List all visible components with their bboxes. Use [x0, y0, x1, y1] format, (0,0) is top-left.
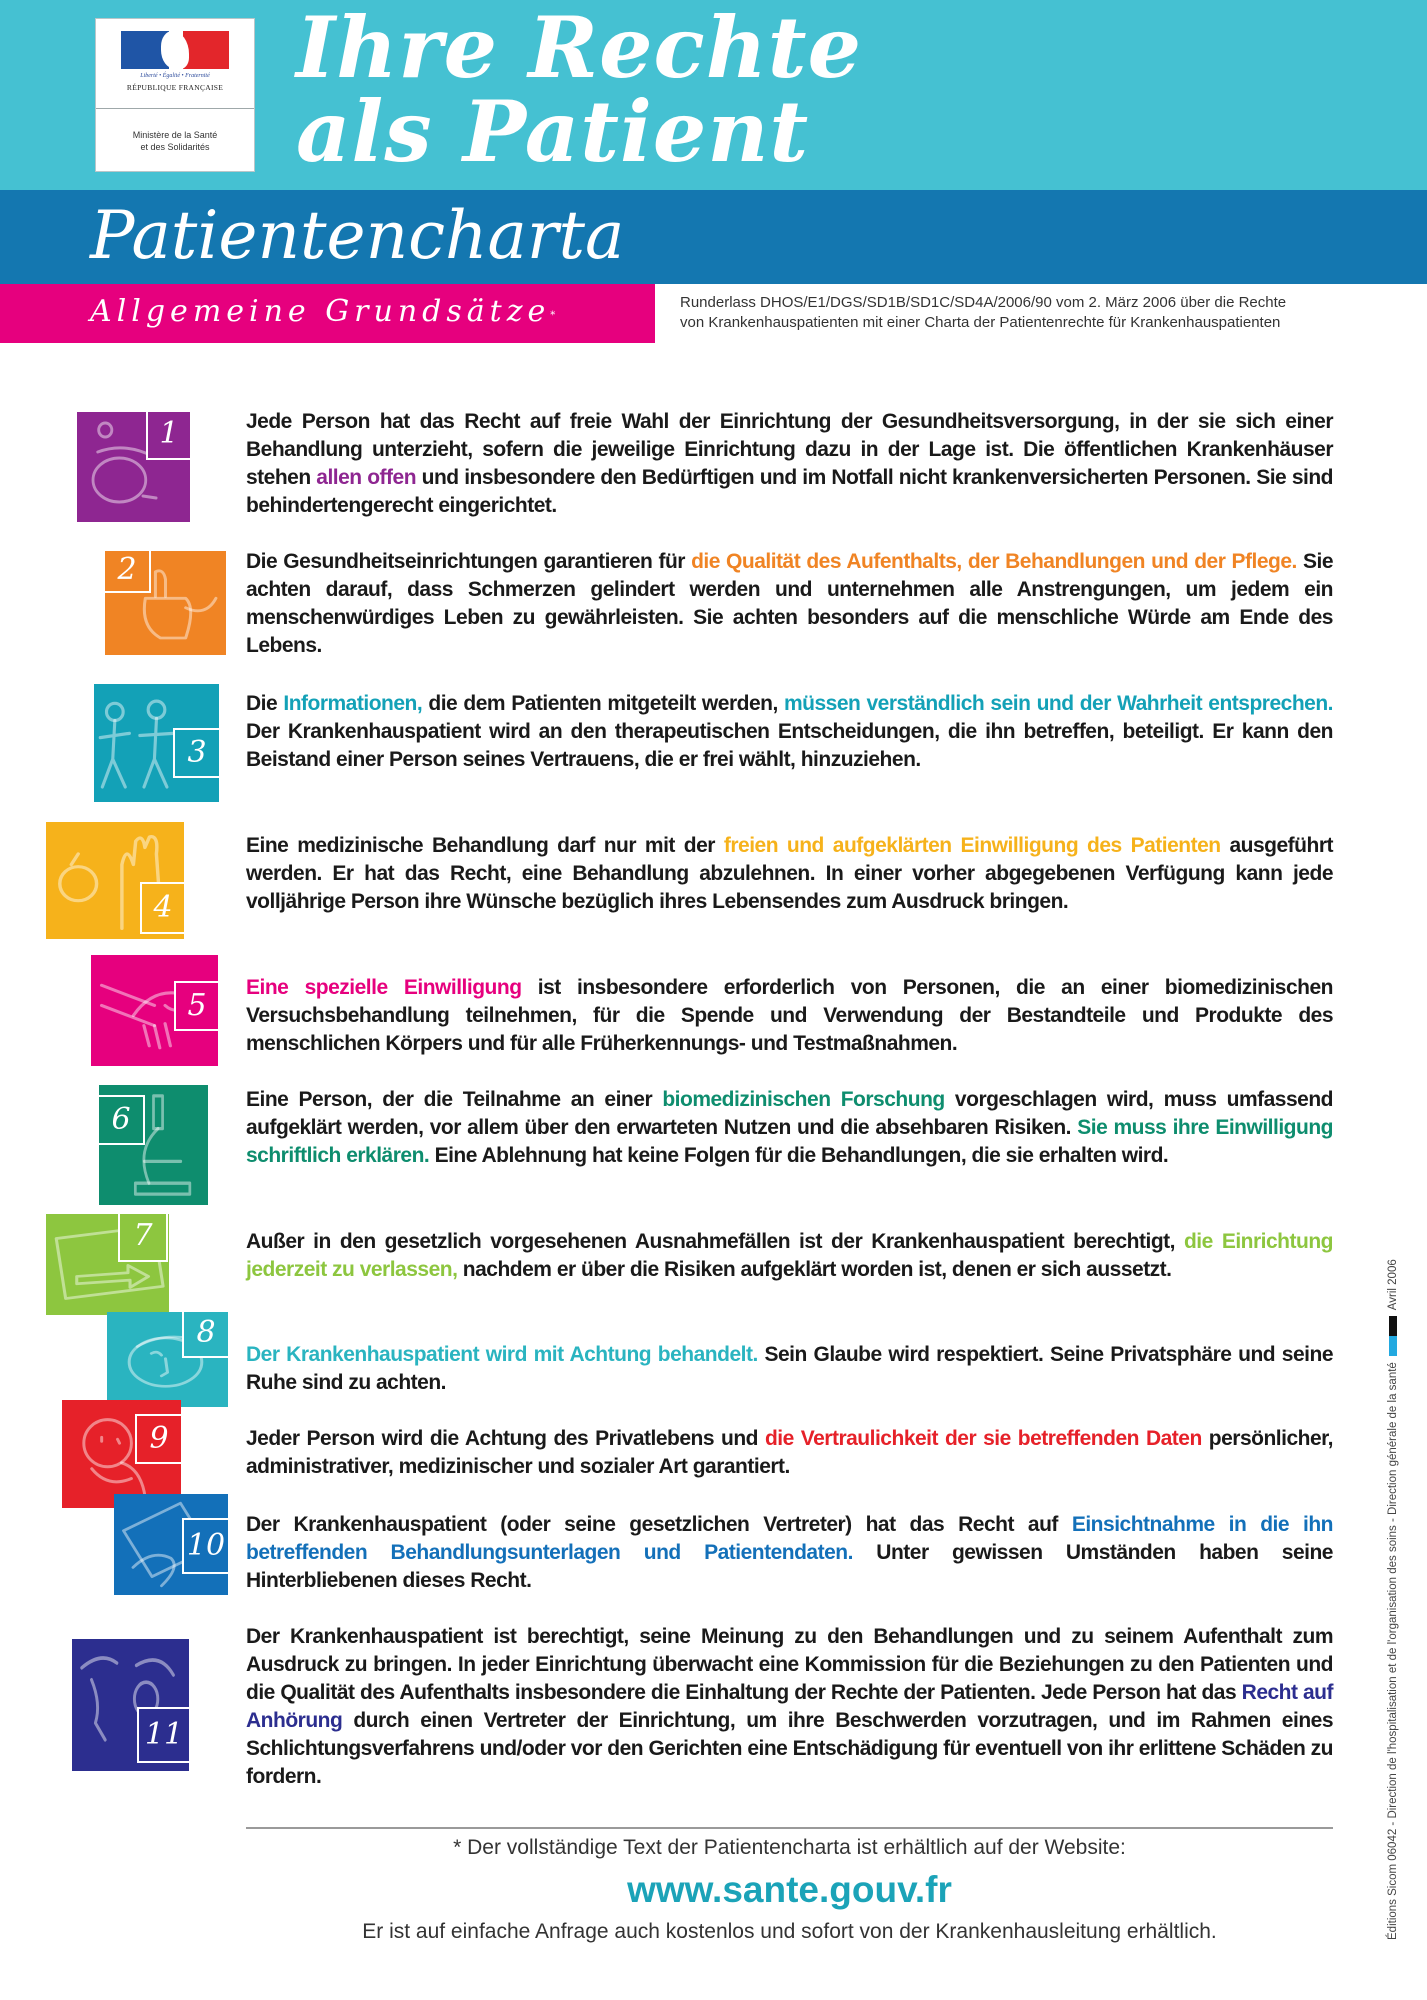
logo-divider	[96, 108, 254, 109]
footer-note: * Der vollständige Text der Patientencharta ist erhältlich auf der Website:	[453, 1836, 1126, 1859]
highlighted-text: freien und aufgeklärten Einwilligung des Patienten	[723, 834, 1221, 857]
tagline-footnote-marker: *	[550, 310, 556, 321]
section-tile-2	[105, 551, 226, 655]
section-tile-5	[91, 955, 218, 1066]
section-text-3	[246, 690, 1333, 774]
footer-divider	[246, 1827, 1333, 1829]
imprint-vertical	[1383, 1100, 1403, 1940]
decree-line-1: Runderlass DHOS/E1/DGS/SD1B/SD1C/SD4A/2006/90 vom 2. März 2006 über die Rechte	[680, 294, 1287, 311]
tagline-text: Allgemeine Grundsätze	[90, 294, 551, 329]
body-text: Die Gesundheitseinrichtungen garantieren für	[246, 550, 692, 573]
body-text: ausgeführt werden. Er hat das Recht, eine Behandlung abzulehnen. In einer vorher abgegebenen Verfügung kann jede volljährige Person ihre Wünsche bezüglich ihres Lebensendes zum Ausdruck bringen.	[246, 834, 1333, 913]
section-number: 11	[137, 1707, 189, 1763]
highlighted-text: die Einrichtung jederzeit zu verlassen,	[246, 1230, 1333, 1281]
body-text: durch einen Vertreter der Einrichtung, um ihre Beschwerden vorzutragen, und im Rahmen eines Schlichtungsverfahrens und/oder vor den Gerichten eine Entschädigung für eventuell von ihr erlittene Schäden zu fordern.	[246, 1709, 1333, 1788]
body-text: Jeder Person wird die Achtung des Privatlebens und	[246, 1427, 765, 1450]
tagline	[90, 290, 555, 334]
printer-logo-icon	[1389, 1316, 1397, 1356]
section-tile-10	[114, 1494, 228, 1595]
section-number: 9	[135, 1414, 181, 1464]
section-number: 2	[105, 551, 151, 593]
section-tile-6	[99, 1085, 208, 1205]
section-number: 8	[182, 1312, 228, 1358]
section-text-6	[246, 1086, 1333, 1170]
section-text-11	[246, 1623, 1333, 1791]
body-text: vorgeschlagen wird, muss umfassend aufgeklärt werden, vor allem über den erwarteten Nutzen und die absehbaren Risiken.	[246, 1088, 1333, 1139]
highlighted-text: die Vertraulichkeit der sie betreffenden Daten	[764, 1427, 1202, 1450]
body-text: Außer in den gesetzlich vorgesehenen Ausnahmefällen ist der Krankenhauspatient berechtigt,	[246, 1230, 1184, 1253]
ministry-line-1: Ministère de la Santé	[132, 130, 218, 140]
website-link[interactable]: www.sante.gouv.fr	[627, 1869, 952, 1910]
section-number: 3	[173, 728, 219, 778]
highlighted-text: Eine spezielle Einwilligung	[246, 976, 522, 999]
body-text: und insbesondere den Bedürftigen und im Notfall nicht krankenversicherten Personen. Sie sind behindertengerecht eingerichtet.	[246, 466, 1333, 517]
footer-availability: Er ist auf einfache Anfrage auch kostenlos und sofort von der Krankenhausleitung erhältlich.	[362, 1920, 1217, 1943]
highlighted-text: Einsichtnahme in die ihn betreffenden Behandlungsunterlagen und Patientendaten.	[246, 1513, 1333, 1564]
section-text-4	[246, 832, 1333, 916]
section-number: 6	[99, 1095, 145, 1145]
ministry-line-2: et des Solidarités	[140, 142, 210, 152]
highlighted-text: biomedizinischen Forschung	[662, 1088, 945, 1111]
body-text: Sie achten darauf, dass Schmerzen gelindert werden und unternehmen alle Anstrengungen, um jedem ein menschenwürdiges Leben zu gewährleisten. Sie achten besonders auf die menschliche Würde am Ende des Lebens.	[246, 550, 1334, 657]
section-text-7	[246, 1228, 1333, 1284]
body-text: ist insbesondere erforderlich von Personen, die an einer biomedizinischen Versuchsbehandlung teilnehmen, für die Spende und Verwendung der Bestandteile und Produkte des menschlichen Körpers und für alle Früherkennungs- und Testmaßnahmen.	[246, 976, 1333, 1055]
section-text-10	[246, 1511, 1333, 1595]
body-text: Sein Glaube wird respektiert. Seine Privatsphäre und seine Ruhe sind zu achten.	[246, 1343, 1333, 1394]
body-text: Die	[246, 692, 284, 715]
title-line-1: Ihre Rechte	[296, 0, 863, 97]
highlighted-text: allen offen	[316, 466, 417, 489]
section-tile-9	[62, 1400, 181, 1508]
section-tile-11	[72, 1639, 189, 1771]
body-text: die dem Patienten mitgeteilt werden,	[422, 692, 784, 715]
decree-line-2: von Krankenhauspatienten mit einer Charta der Patientenrechte für Krankenhauspatienten	[680, 314, 1281, 331]
body-text: Der Krankenhauspatient ist berechtigt, seine Meinung zu den Behandlungen und zu seinem Aufenthalt zum Ausdruck zu bringen. In jeder Einrichtung überwacht eine Kommission für die Beziehungen zu den Patienten und die Qualität des Aufenthalts insbesondere die Einhaltung der Rechte der Patienten. Jede Person hat das	[246, 1625, 1333, 1704]
section-text-2	[246, 548, 1333, 660]
section-number: 7	[118, 1214, 168, 1262]
decree-reference	[680, 293, 1380, 333]
section-text-5	[246, 974, 1333, 1058]
body-text: Eine Ablehnung hat keine Folgen für die Behandlungen, die sie erhalten wird.	[429, 1144, 1169, 1167]
body-text: Unter gewissen Umständen haben seine Hinterbliebenen dieses Recht.	[246, 1541, 1333, 1592]
title-line-2: als Patient	[296, 82, 810, 181]
republique-francaise-logo	[95, 18, 255, 172]
logo-republique: RÉPUBLIQUE FRANÇAISE	[126, 83, 224, 92]
section-tile-1	[77, 412, 190, 522]
section-tile-3	[94, 684, 219, 802]
imprint-text: Éditions Sicom 06042 - Direction de l'hospitalisation et de l'organisation des soins - Direction générale de la santé	[1387, 1362, 1399, 1940]
section-number: 5	[174, 981, 218, 1031]
body-text: Eine Person, der die Teilnahme an einer	[246, 1088, 663, 1111]
section-number: 10	[182, 1518, 228, 1574]
body-text: nachdem er über die Risiken aufgeklärt worden ist, denen er sich aussetzt.	[457, 1258, 1172, 1281]
section-text-1	[246, 408, 1333, 520]
page-subtitle: Patientencharta	[90, 197, 625, 274]
body-text: Der Krankenhauspatient (oder seine gesetzlichen Vertreter) hat das Recht auf	[246, 1513, 1072, 1536]
section-tile-8	[107, 1312, 228, 1407]
highlighted-text: Recht auf Anhörung	[246, 1681, 1333, 1732]
highlighted-text: müssen verständlich sein und der Wahrheit entsprechen.	[783, 692, 1334, 715]
highlighted-text: die Qualität des Aufenthalts, der Behandlungen und der Pflege.	[691, 550, 1297, 573]
section-text-9	[246, 1425, 1333, 1481]
highlighted-text: Der Krankenhauspatient wird mit Achtung behandelt.	[246, 1343, 758, 1366]
page-title	[296, 0, 863, 181]
section-text-8	[246, 1341, 1333, 1397]
highlighted-text: Informationen,	[283, 692, 423, 715]
highlighted-text: Sie muss ihre Einwilligung schriftlich erklären.	[246, 1116, 1333, 1167]
body-text: Eine medizinische Behandlung darf nur mit der	[246, 834, 724, 857]
body-text: persönlicher, administrativer, medizinischer und sozialer Art garantiert.	[246, 1427, 1333, 1478]
body-text: Der Krankenhauspatient wird an den therapeutischen Entscheidungen, die ihn betreffen, beteiligt. Er kann den Beistand einer Person seines Vertrauens, die er frei wählt, hinzuziehen.	[246, 720, 1333, 771]
marianne-flag-icon	[121, 31, 229, 69]
logo-ministry	[96, 129, 254, 153]
body-text: Jede Person hat das Recht auf freie Wahl der Einrichtung der Gesundheitsversorgung, in der sie sich einer Behandlung unterzieht, sofern die jeweilige Einrichtung dazu in der Lage ist. Die öffentlichen Krankenhäuser stehen	[246, 410, 1333, 489]
logo-motto: Liberté • Égalité • Fraternité	[140, 73, 210, 79]
imprint-date: Avril 2006	[1387, 1259, 1399, 1311]
section-number: 4	[140, 882, 184, 934]
section-number: 1	[146, 412, 190, 460]
section-tile-7	[46, 1214, 169, 1315]
section-tile-4	[46, 822, 184, 939]
